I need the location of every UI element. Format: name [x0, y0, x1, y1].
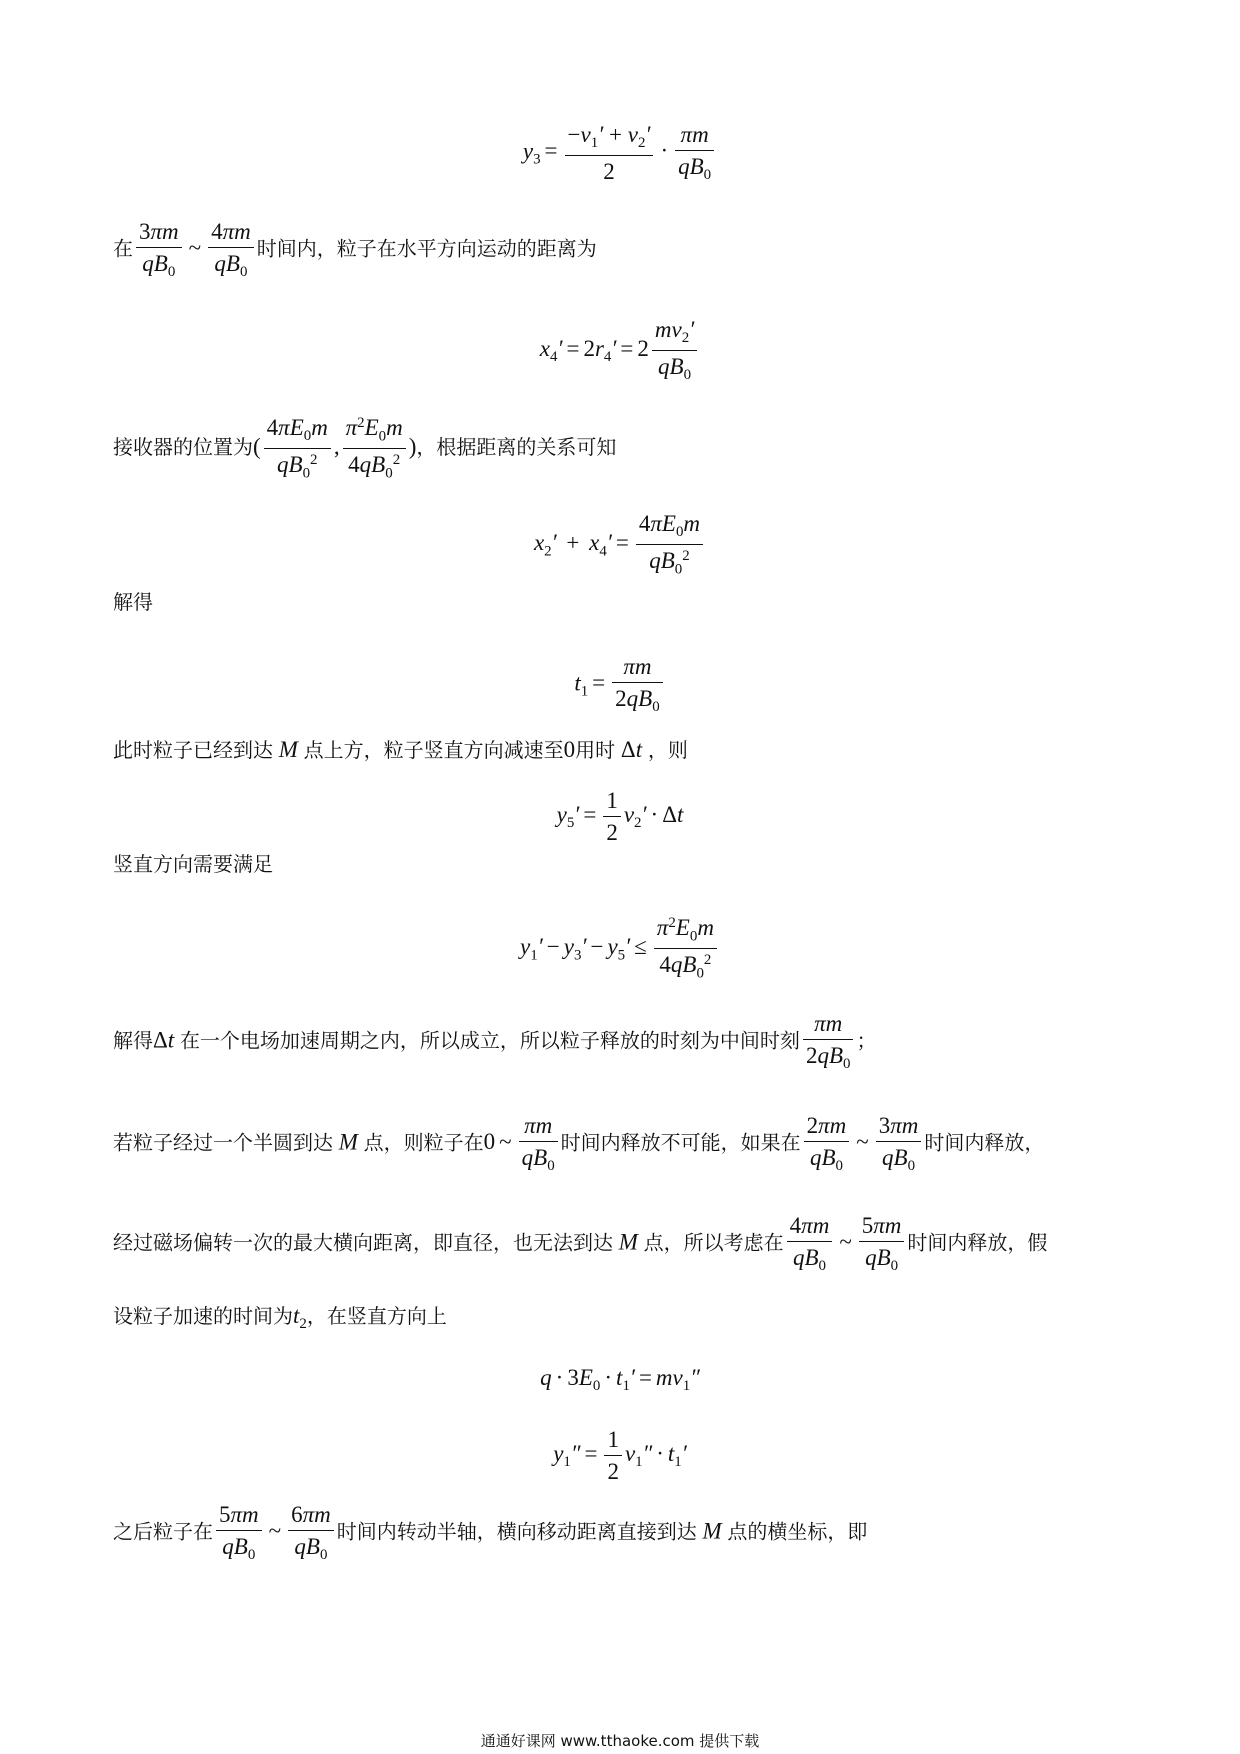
equation-x2-plus-x4: $x_2' + x_4'$ = $\frac{4\pi E_0m}{qB_0^2}$ — [0, 512, 1240, 578]
equation-y5: $y_5'$ = $\frac{1}{2}$ $v_2' \cdot \Delta t$ — [556, 788, 684, 845]
paragraph-acceleration-time: 设粒子加速的时间为$t_2$，在竖直方向上 — [113, 1303, 447, 1333]
equation-inequality: $y_1' - y_3' - y_5'$ ≤ $\frac{\pi^2E_0m}{4qB_0^2}$ — [0, 916, 1240, 982]
equation-y3: $y_3$ = $\frac{-v_1' + v_2'}{2}$ · $\frac{\pi m}{qB_0}$ — [0, 123, 1240, 183]
paragraph-decelerate: 此时粒子已经到达 M 点上方，粒子竖直方向减速至0用时 Δt ，则 — [113, 737, 688, 762]
paragraph-solve: 解得 — [113, 590, 153, 614]
equation-impulse: $q \cdot 3E_0 \cdot t_1' = mv_1''$ — [540, 1365, 700, 1395]
paragraph-release-time: 解得Δt 在一个电场加速周期之内，所以成立，所以粒子释放的时刻为中间时刻 $\frac{\pi m}{2qB_0}$ ； — [113, 1011, 877, 1073]
equation-y1-double-prime: $y_1''$ = $\frac{1}{2}$ $v_1'' \cdot t_1'$ — [553, 1427, 687, 1484]
equation-t1: $t_1$ = $\frac{\pi m}{2qB_0}$ — [0, 655, 1240, 715]
paragraph-receiver-position: 接收器的位置为( $\frac{4\pi E_0m}{qB_0^2}$ , $\frac{\pi^2E_0m}{4qB_0^2}$ )，根据距离的关系可知 — [113, 415, 617, 482]
paragraph-max-distance: 经过磁场偏转一次的最大横向距离，即直径，也无法到达 M 点，所以考虑在 $\frac{4\pi m}{qB_0}$ ~ $\frac{5\pi m}{qB_0}$ 时间内释放，假 — [113, 1213, 1048, 1275]
footer-source: 通通好课网 www.tthaoke.com 提供下载 — [480, 1732, 760, 1750]
paragraph-half-axis: 之后粒子在 $\frac{5\pi m}{qB_0}$ ~ $\frac{6\pi m}{qB_0}$ 时间内转动半轴，横向移动距离直接到达 M 点的横坐标，即 — [113, 1502, 868, 1564]
equation-x4: $x_4' = 2r_4' = 2$ $\frac{mv_2'}{qB_0}$ — [0, 318, 1240, 383]
paragraph-vertical-condition: 竖直方向需要满足 — [113, 852, 273, 876]
paragraph-half-circle: 若粒子经过一个半圆到达 M 点，则粒子在0 ~ $\frac{\pi m}{qB_0}$ 时间内释放不可能，如果在 $\frac{2\pi m}{qB_0}$ ~ $\frac{3\pi m}{qB_0}$ 时间内释放， — [113, 1113, 1045, 1175]
paragraph-interval-horizontal: 在 $\frac{3\pi m}{qB_0}$ ~ $\frac{4\pi m}{qB_0}$ 时间内，粒子在水平方向运动的距离为 — [113, 219, 597, 281]
